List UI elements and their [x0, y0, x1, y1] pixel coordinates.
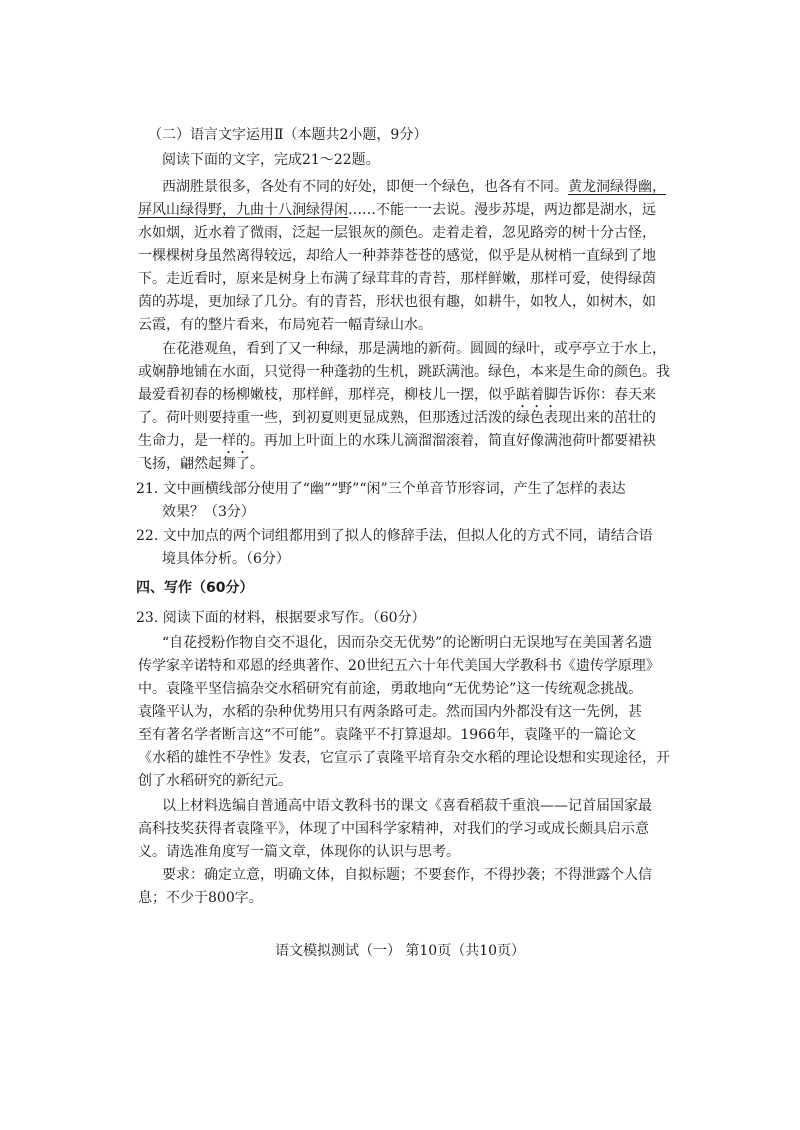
section-title-language-use-2: （二）语言文字运用Ⅱ（本题共2小题，9分）	[148, 127, 428, 143]
passage-line: 在花港观鱼，看到了又一种绿，那是满地的新荷。圆圆的绿叶，或亭亭立于水上，	[162, 341, 666, 357]
passage-line: 云霞，有的整片看来，布局宛若一幅青绿山水。	[138, 317, 432, 333]
requirement-line: 要求：确定立意，明确文体，自拟标题；不要套作，不得抄袭；不得泄露个人信	[162, 867, 652, 883]
passage-text: ……不能一一去说。漫步苏堤，两边都是湖水，远	[348, 202, 656, 218]
passage-line	[138, 201, 656, 219]
underlined-phrase: 黄龙洞绿得幽，	[568, 179, 666, 195]
dotted-phrase: 踮着脚	[516, 387, 558, 403]
material-line: “自花授粉作物自交不退化，因而杂交无优势”的论断明白无误地写在美国著名遗	[162, 635, 653, 651]
reading-instruction: 阅读下面的文字，完成21～22题。	[162, 152, 380, 168]
underlined-phrase: 屏风山绿得野，九曲十八涧绿得闲	[138, 202, 348, 218]
passage-line	[138, 386, 656, 411]
material-line: 创了水稻研究的新纪元。	[138, 773, 292, 789]
passage-text: 告诉你：春天来	[558, 387, 656, 403]
passage-text: 生命力，是一	[138, 433, 222, 449]
section-title-writing: 四、写作（60分）	[136, 580, 254, 596]
material-line: 中。袁隆平坚信搞杂交水稻研究有前途，勇敢地向“无优势论”这一传统观念挑战。	[138, 681, 643, 697]
material-line: 至有著名学者断言这“不可能”。袁隆平不打算退却。1966年，袁隆平的一篇论文	[138, 727, 636, 743]
passage-line	[162, 178, 666, 196]
passage-line: 下。走近看时，原来是树身上布满了绿茸茸的青苔，那样鲜嫩，那样可爱，使得绿茵	[138, 271, 656, 287]
passage-line	[138, 432, 656, 457]
passage-line: 或娴静地铺在水面，只觉得一种蓬勃的生机，跳跃满池。绿色，本来是生命的颜色。我	[138, 364, 670, 380]
passage-line: 了。荷叶则要持重一些，到初夏则更显成熟，但那透过活泼的绿色表现出来的茁壮的	[138, 410, 656, 426]
requirement-line: 息；不少于800字。	[138, 890, 263, 906]
passage-text: 西湖胜景很多，各处有不同的好处，即便一个绿色，也各有不同。	[162, 179, 568, 195]
passage-text: 最爱看初春的杨柳嫩枝，那样鲜，那样亮，柳枝儿一摆，似乎	[138, 387, 516, 403]
dotted-phrase: 样的	[222, 433, 250, 449]
source-line: 以上材料选编自普通高中语文教科书的课文《喜看稻菽千重浪——记首届国家最	[162, 798, 652, 814]
source-line: 义。请选准角度写一篇文章，体现你的认识与思考。	[138, 844, 460, 860]
question-23: 23. 阅读下面的材料，根据要求写作。（60分）	[136, 610, 426, 626]
passage-line: 一棵棵树身虽然离得较远，却给人一种莽莽苍苍的感觉，似乎是从树梢一直绿到了地	[138, 248, 656, 264]
source-line: 高科技奖获得者袁隆平》，体现了中国科学家精神，对我们的学习或成长颇具启示意	[138, 821, 649, 837]
passage-line: 茵的苏堤，更加绿了几分。有的青苔，形状也很有趣，如耕牛，如牧人，如树木，如	[138, 294, 656, 310]
question-22-cont: 境具体分析。（6分）	[162, 551, 290, 567]
page-footer: 语文模拟测试（一） 第10页（共10页）	[274, 943, 526, 959]
material-line: 袁隆平认为，水稻的杂种优势用只有两条路可走。然而国内外都没有这一先例，甚	[138, 704, 642, 720]
material-line: 《水稻的雄性不孕性》发表，它宣示了袁隆平培育杂交水稻的理论设想和实现途径，开	[138, 750, 670, 766]
question-21-cont: 效果？（3分）	[162, 504, 255, 520]
passage-line: 飞扬，翩然起舞了。	[138, 456, 264, 472]
question-21: 21. 文中画横线部分使用了“幽”“野”“闲”三个单音节形容词，产生了怎样的表达	[136, 481, 626, 497]
passage-line: 水如烟，近水着了微雨，泛起一层银灰的颜色。走着走着，忽见路旁的树十分古怪，	[138, 225, 656, 241]
material-line: 传学家辛诺特和邓恩的经典著作、20世纪五六十年代美国大学教科书《遗传学原理》	[138, 658, 660, 674]
passage-text: 。再加上叶面上的水珠儿滴溜溜滚着，简直好像满池荷叶都要裙袂	[250, 433, 656, 449]
question-22: 22. 文中加点的两个词组都用到了拟人的修辞手法，但拟人化的方式不同，请结合语	[136, 528, 653, 544]
